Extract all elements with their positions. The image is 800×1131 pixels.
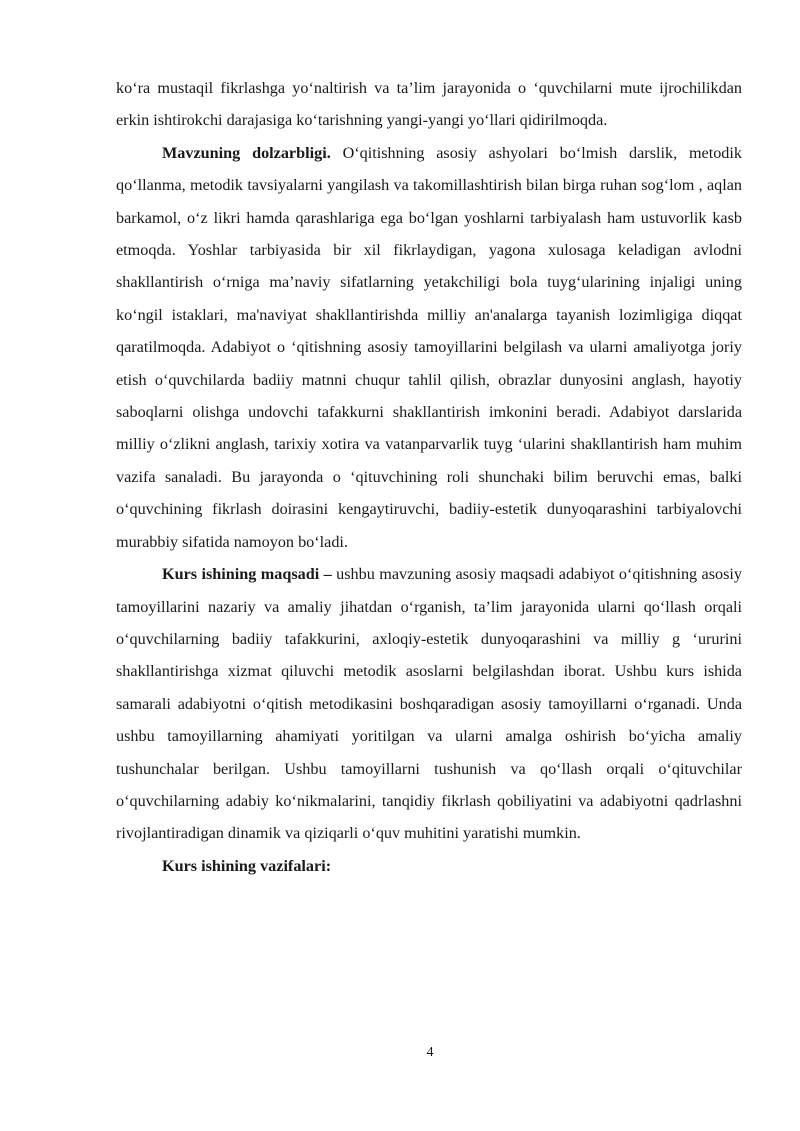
- paragraph-relevance: [116, 137, 742, 558]
- paragraph-goal: [116, 558, 742, 850]
- paragraph-text: ko‘ra mustaqil fikrlashga yo‘naltirish va ta’lim jarayonida o ‘quvchilarni mute ijrochilikdan erkin ishtirokchi darajasiga ko‘tarishning yangi-yangi yo‘llari qidirilmoqda.: [116, 79, 742, 130]
- paragraph-intro-continuation: [116, 72, 742, 137]
- goal-heading: Kurs ishining maqsadi –: [162, 565, 332, 584]
- paragraph-text: O‘qitishning asosiy ashyolari bo‘lmish darslik, metodik qo‘llanma, metodik tavsiyalarni yangilash va takomillashtirish bilan birga ruhan sog‘lom , aqlan barkamol, o‘z likri hamda qarashlariga ega bo‘lgan yoshlarni tarbiyalash ham ustuvorlik kasb etmoqda. Yoshlar tarbiyasida bir xil fikrlaydigan, yagona xulosaga keladigan avlodni shakllantirish o‘rniga ma’naviy sifatlarning yetakchiligi bola tuyg‘ularining injaligi uning ko‘ngil istaklari, ma'naviyat shakllantirishda milliy an'analarga tayanish lozimligiga diqqat qaratilmoqda. Adabiyot o ‘qitishning asosiy tamoyillarini belgilash va ularni amaliyotga joriy etish o‘quvchilarda badiiy matnni chuqur tahlil qilish, obrazlar dunyosini anglash, hayotiy saboqlarni olishga undovchi tafakkurni shakllantirish imkonini beradi. Adabiyot darslarida milliy o‘zlikni anglash, tarixiy xotira va vatanparvarlik tuyg ‘ularini shakllantirish ham muhim vazifa sanaladi. Bu jarayonda o ‘qituvchining roli shunchaki bilim beruvchi emas, balki o‘quvchining fikrlash doirasini kengaytiruvchi, badiiy-estetik dunyoqarashini tarbiyalovchi murabbiy sifatida namoyon bo‘ladi.: [116, 143, 742, 551]
- paragraph-text: ushbu mavzuning asosiy maqsadi adabiyot o‘qitishning asosiy tamoyillarini nazariy va amaliy jihatdan o‘rganish, ta’lim jarayonida ularni qo‘llash orqali o‘quvchilarning badiiy tafakkurini, axloqiy-estetik dunyoqarashini va milliy g ‘ururini shakllantirishga xizmat qiluvchi metodik asoslarni belgilashdan iborat. Ushbu kurs ishida samarali adabiyotni o‘qitish metodikasini boshqaradigan asosiy tamoyillarni o‘rganadi. Unda ushbu tamoyillarning ahamiyati yoritilgan va ularni amalga oshirish bo‘yicha amaliy tushunchalar berilgan. Ushbu tamoyillarni tushunish va qo‘llash orqali o‘qituvchilar o‘quvchilarning adabiy ko‘nikmalarini, tanqidiy fikrlash qobiliyatini va adabiyotni qadrlashni rivojlantiradigan dinamik va qiziqarli o‘quv muhitini yaratishi mumkin.: [116, 565, 743, 843]
- relevance-heading: Mavzuning dolzarbligi.: [162, 143, 331, 162]
- document-page: [116, 72, 742, 882]
- page-number: 4: [426, 1045, 434, 1060]
- tasks-heading: Kurs ishining vazifalari:: [162, 856, 332, 875]
